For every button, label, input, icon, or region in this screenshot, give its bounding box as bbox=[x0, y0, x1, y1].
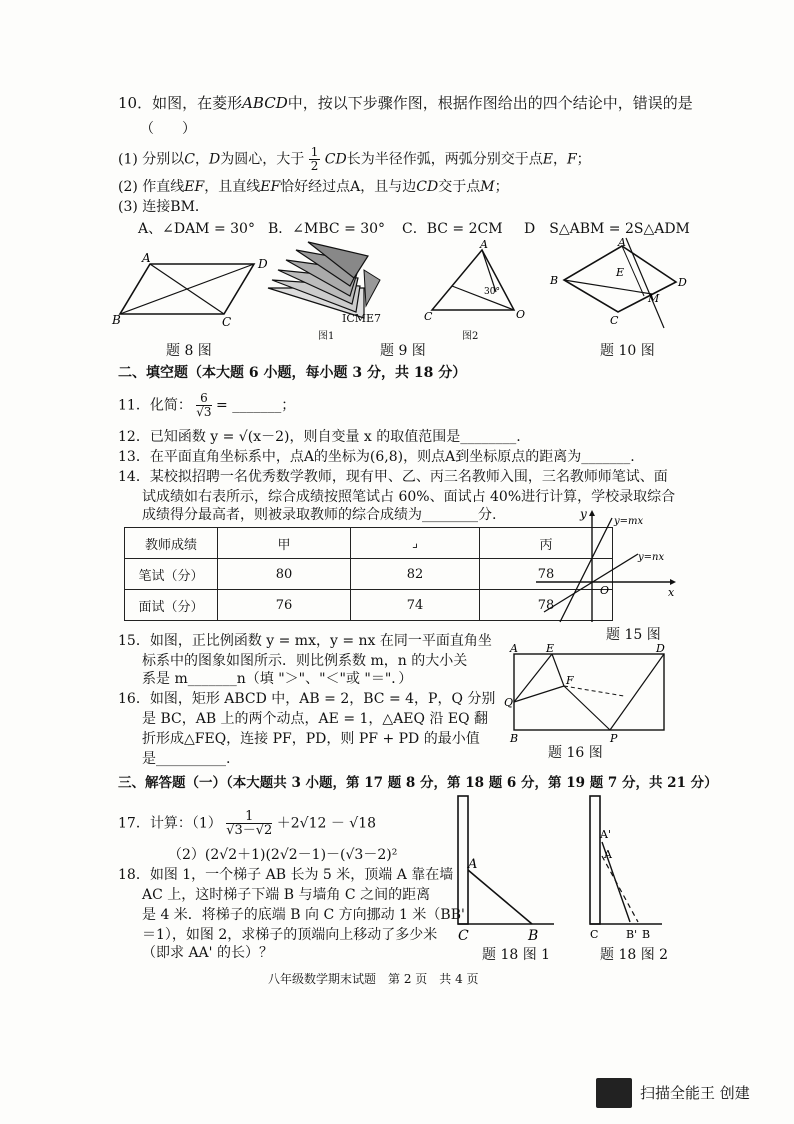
fig16-label-p: P bbox=[610, 732, 618, 745]
table-header-cell: 教师成绩 bbox=[125, 528, 218, 559]
q13: 13．在平面直角坐标系中，点A的坐标为(6,8)，则点A到坐标原点的距离为_______. bbox=[118, 449, 635, 465]
fig15-x-label: x bbox=[668, 586, 675, 599]
fig15-y-label: y bbox=[580, 507, 587, 521]
fig9-label-o: O bbox=[516, 308, 526, 321]
fig8-parallelogram bbox=[112, 250, 272, 330]
q16-line2: 是 BC，AB 上的两个动点，AE = 1，△AEQ 沿 EQ 翻 bbox=[142, 711, 489, 727]
fig10-label-m: M bbox=[648, 292, 660, 305]
q15-line1: 15．如图，正比例函数 y = mx，y = nx 在同一平面直角坐 bbox=[118, 633, 492, 649]
fig18-2-label-aprime: A' bbox=[600, 828, 611, 841]
fig16-label-e: E bbox=[546, 642, 555, 655]
q10-step3: (3) 连接BM． bbox=[118, 199, 209, 215]
q14-line1: 14．某校拟招聘一名优秀数学教师，现有甲、乙、丙三名教师入围，三名教师师笔试、面 bbox=[118, 469, 668, 485]
fig18-1-label-b: B bbox=[528, 928, 539, 944]
fig9-sub1: 图1 bbox=[318, 331, 335, 342]
fig10-rhombus bbox=[548, 236, 698, 336]
fig16-rectangle bbox=[504, 644, 674, 744]
q14-line3: 成绩得分最高者，则被录取教师的综合成绩为________分. bbox=[142, 507, 497, 523]
fig18-2-label-b: B bbox=[642, 928, 651, 941]
q10-step2: (2) 作直线EF，且直线EF恰好经过点A，且与边CD交于点M； bbox=[118, 179, 509, 195]
fig9-sub2: 图2 bbox=[462, 331, 479, 342]
q17-part2: （2）(2√2＋1)(2√2－1)－(√3－2)² bbox=[168, 847, 398, 863]
q10-fraction: $\frac{1}{2}$ bbox=[310, 145, 319, 173]
fig16-caption: 题 16 图 bbox=[548, 745, 603, 761]
q16-line3: 折形成△FEQ，连接 PF，PD，则 PF + PD 的最小值 bbox=[142, 731, 480, 747]
q14-line2: 试成绩如右表所示，综合成绩按照笔试占 60%、面试占 40%进行计算，学校录取综合 bbox=[142, 489, 676, 505]
fig10-caption: 题 10 图 bbox=[600, 343, 655, 359]
table-cell: 74 bbox=[351, 590, 480, 621]
q18-line1: 18．如图 1，一个梯子 AB 长为 5 米，顶端 A 靠在墙 bbox=[118, 867, 454, 883]
fig18-2-label-a: A bbox=[604, 848, 612, 861]
q15-line2: 标系中的图象如图所示．则比例系数 m，n 的大小关 bbox=[142, 653, 468, 669]
q17-part1: 17．计算：（1） $\frac{1}{√3-√2}$ ＋2√12 － √18 bbox=[118, 809, 377, 838]
table-header-cell: 甲 bbox=[218, 528, 351, 559]
table-cell: 80 bbox=[218, 559, 351, 590]
q11-fraction: $\frac{6}{√3}$ bbox=[196, 391, 212, 419]
fig15-axes bbox=[530, 508, 680, 628]
section2-title: 二、填空题（本大题 6 小题，每小题 3 分，共 18 分） bbox=[118, 365, 467, 381]
section3-title: 三、解答题（一）（本大题共 3 小题，第 17 题 8 分，第 18 题 6 分，第 19 题 7 分，共 21 分） bbox=[118, 775, 718, 791]
table-cell: 78 bbox=[480, 559, 613, 590]
fig16-label-b: B bbox=[510, 732, 519, 745]
q10-step1: (1) 分别以C，D为圆心，大于 $\frac{1}{2}$ CD长为半径作弧，两弧分别交于点E，F； bbox=[118, 145, 591, 173]
fig8-label-c: C bbox=[222, 315, 232, 329]
fig16-label-f: F bbox=[566, 674, 574, 687]
q18-line3: 是 4 米．将梯子的底端 B 向 C 方向挪动 1 米（BB' bbox=[142, 907, 465, 923]
fig18-1-label-c: C bbox=[458, 928, 469, 944]
scanner-watermark: 扫描全能王 创建 bbox=[640, 1084, 750, 1102]
fig18-1-label-a: A bbox=[468, 857, 478, 872]
q10-option-a: A、∠DAM = 30° bbox=[138, 221, 255, 237]
page-footer: 八年级数学期末试题 第 2 页 共 4 页 bbox=[268, 972, 479, 986]
fig10-label-a: A bbox=[618, 236, 626, 249]
fig16-label-d: D bbox=[656, 642, 665, 655]
q10-stem: 10．如图，在菱形ABCD中，按以下步骤作图，根据作图给出的四个结论中，错误的是 bbox=[118, 94, 693, 112]
fig16-label-q: Q bbox=[504, 696, 514, 709]
fig9-label-c: C bbox=[424, 310, 433, 323]
q10-option-b: B．∠MBC = 30° bbox=[268, 221, 386, 237]
table-cell: 78 bbox=[480, 590, 613, 621]
table-header-cell: 丙 bbox=[480, 528, 613, 559]
fig15-caption: 题 15 图 bbox=[606, 627, 661, 643]
q16-line1: 16．如图，矩形 ABCD 中，AB = 2，BC = 4，P，Q 分别 bbox=[118, 691, 496, 707]
qr-logo-icon bbox=[596, 1078, 632, 1108]
fig16-label-a: A bbox=[510, 642, 518, 655]
q10-answer-paren: （ ） bbox=[140, 121, 196, 137]
table-cell: 笔试（分） bbox=[125, 559, 218, 590]
q10-option-d: D S△ABM = 2S△ADM bbox=[524, 221, 690, 237]
table-header-cell: ⌟ bbox=[351, 528, 480, 559]
q17-fraction: $\frac{1}{√3-√2}$ bbox=[226, 809, 273, 838]
fig10-label-e: E bbox=[616, 266, 625, 279]
fig15-nx-label: y=nx bbox=[638, 552, 665, 563]
fig9-caption: 题 9 图 bbox=[380, 343, 426, 359]
fig9-angle-30: 30° bbox=[484, 287, 500, 297]
q11: 11．化简： $\frac{6}{√3}$ = _______； bbox=[118, 391, 296, 419]
fig9-triangle bbox=[422, 238, 532, 323]
fig18-2-ladder bbox=[586, 796, 686, 946]
fig10-label-c: C bbox=[610, 314, 619, 327]
q12: 12．已知函数 y = √(x－2)，则自变量 x 的取值范围是________. bbox=[118, 429, 521, 445]
table-cell: 面试（分） bbox=[125, 590, 218, 621]
q18-line4: ＝1），如图 2，求梯子的顶端向上移动了多少米 bbox=[142, 927, 438, 943]
fig18-2-label-c: C bbox=[590, 928, 599, 941]
fig18-1-ladder bbox=[454, 796, 564, 946]
q16-line4: 是__________. bbox=[142, 751, 231, 767]
fig18-2-caption: 题 18 图 2 bbox=[600, 947, 669, 963]
q15-line3: 系是 m_______n（填 "＞"、"＜"或 "＝"．） bbox=[142, 671, 413, 687]
fig9-icme-label: ICME7 bbox=[342, 312, 382, 325]
fig8-caption: 题 8 图 bbox=[166, 343, 212, 359]
q18-line5: （即求 AA' 的长）？ bbox=[142, 945, 273, 961]
fig8-label-a: A bbox=[142, 251, 151, 265]
fig10-label-d: D bbox=[678, 276, 687, 289]
table-cell: 82 bbox=[351, 559, 480, 590]
table-cell: 76 bbox=[218, 590, 351, 621]
fig9-label-a: A bbox=[480, 238, 488, 251]
fig8-label-d: D bbox=[258, 257, 268, 271]
fig10-label-b: B bbox=[550, 274, 559, 287]
q18-line2: AC 上，这时梯子下端 B 与墙角 C 之间的距离 bbox=[142, 887, 431, 903]
q10-option-c: C．BC = 2CM bbox=[402, 221, 503, 237]
fig8-label-b: B bbox=[112, 313, 121, 327]
fig18-2-label-bprime: B' bbox=[626, 928, 638, 941]
fig15-mx-label: y=mx bbox=[614, 516, 644, 527]
fig15-origin-label: O bbox=[600, 584, 610, 597]
fig18-1-caption: 题 18 图 1 bbox=[482, 947, 551, 963]
